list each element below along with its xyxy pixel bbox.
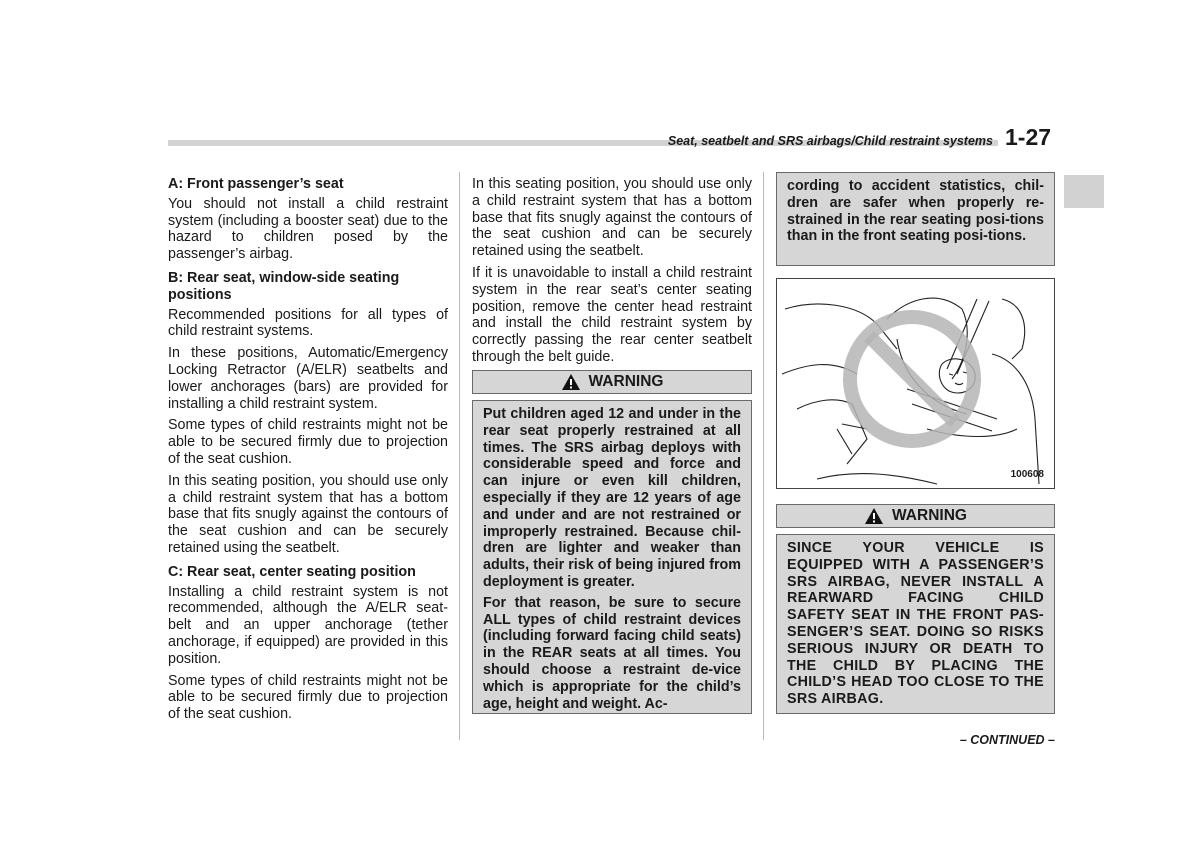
paragraph: In these positions, Automatic/Emergency Locking Retractor (A/ELR) seatbelts and lower anchorages (bars) are provided for installing a child restraint system. bbox=[168, 345, 448, 412]
column-2 bbox=[472, 176, 752, 371]
prohibition-icon bbox=[850, 317, 974, 441]
column-divider-2 bbox=[763, 172, 764, 740]
illustration-rear-facing-seat bbox=[776, 278, 1055, 489]
warning-triangle-icon bbox=[864, 507, 884, 525]
warning-label: WARNING bbox=[588, 373, 664, 390]
heading-front-passenger: A: Front passenger’s seat bbox=[168, 176, 344, 192]
warning-box-1 bbox=[472, 400, 752, 714]
warning-continuation-box bbox=[776, 172, 1055, 266]
warning-header-1 bbox=[472, 370, 752, 394]
running-header-title: Seat, seatbelt and SRS airbags/Child restraint systems bbox=[667, 134, 993, 148]
warning-paragraph: Put children aged 12 and under in the rear seat properly restrained at all times. The SRS airbag deploys with considerable speed and force and can injure or even kill children, especially if they are 12 years of age and under and are not restrained or improperly restrained. Because chil-dren are lighter and weaker than adults, their risk of being injured from deployment is greater. bbox=[483, 406, 741, 590]
heading-rear-window-side: B: Rear seat, window-side seating positions bbox=[168, 269, 400, 303]
page-number: 1-27 bbox=[1005, 124, 1052, 150]
paragraph: You should not install a child restraint system (including a booster seat) due to the hazard to children posed by the passenger’s airbag. bbox=[168, 195, 448, 263]
paragraph: Some types of child restraints might not be able to be secured firmly due to projection of the seat cushion. bbox=[168, 672, 448, 723]
paragraph: Some types of child restraints might not be able to be secured firmly due to projection of the seat cushion. bbox=[168, 417, 448, 467]
warning-paragraph: For that reason, be sure to secure ALL types of child restraint devices (including forward facing child seats) in the REAR seats at all times. You should choose a restraint de-vice which is appropriate for the child’s age, height and weight. Ac- bbox=[483, 594, 741, 712]
figure-id: 100608 bbox=[1010, 469, 1044, 480]
paragraph: In this seating position, you should use only a child restraint system that has a bottom base that fits snugly against the contours of the seat cushion and can be securely retained using the seatbelt. bbox=[472, 176, 752, 260]
column-divider-1 bbox=[459, 172, 460, 740]
warning-label: WARNING bbox=[892, 507, 967, 524]
paragraph: Installing a child restraint system is not recommended, although the A/ELR seat-belt and an upper anchorage (tether anchorage, if equipped) are provided in this position. bbox=[168, 583, 448, 667]
warning-triangle-icon bbox=[561, 373, 581, 391]
warning-paragraph: SINCE YOUR VEHICLE IS EQUIPPED WITH A PASSENGER’S SRS AIRBAG, NEVER INSTALL A REARWARD FACING CHILD SAFETY SEAT IN THE FRONT PAS-SENGER’S SEAT. DOING SO RISKS SERIOUS INJURY OR DEATH TO THE CHILD BY PLACING THE CHILD’S HEAD TOO CLOSE TO THE SRS AIRBAG. bbox=[787, 540, 1044, 708]
continued-footer: – CONTINUED – bbox=[959, 733, 1055, 747]
paragraph: In this seating position, you should use only a child restraint system that has a bottom base that fits snugly against the contours of the seat cushion and can be securely retained using the seatbelt. bbox=[168, 472, 448, 556]
chapter-tab bbox=[1064, 175, 1104, 208]
paragraph: Recommended positions for all types of child restraint systems. bbox=[168, 306, 448, 340]
column-1 bbox=[168, 176, 448, 728]
illustration-drawing bbox=[777, 279, 1054, 488]
paragraph: If it is unavoidable to install a child restraint system in the rear seat’s center seating position, remove the center head restraint and install the child restraint system by correctly passing the rear center seatbelt through the belt guide. bbox=[472, 264, 752, 365]
warning-header-2 bbox=[776, 504, 1055, 528]
warning-paragraph: cording to accident statistics, chil-dren are safer when properly re-strained in the rear seating posi-tions than in the front seating posi-tions. bbox=[787, 178, 1044, 245]
heading-rear-center: C: Rear seat, center seating position bbox=[168, 563, 416, 580]
warning-box-2 bbox=[776, 534, 1055, 714]
